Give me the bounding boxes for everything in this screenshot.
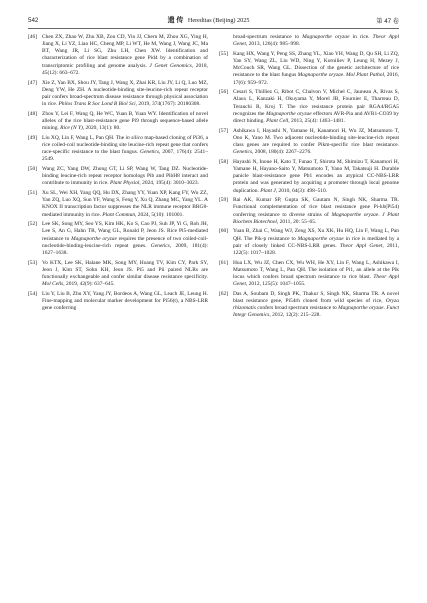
reference-text-segment: , 2018, 45(12): 663–672. <box>42 62 208 76</box>
reference-entry <box>28 166 208 187</box>
reference-text-segment: requires the presence of two coiled-coil-nucleotide-binding-leucine-rich repeat genes. <box>42 235 209 249</box>
reference-entry <box>28 260 208 289</box>
journal-title-english: Hereditas (Beijing) <box>187 17 236 24</box>
reference-italic-text: Magnaporthe oryzae <box>302 34 350 40</box>
reference-number: [55] <box>219 50 229 57</box>
reference-italic-text: Mol Plant Pathol <box>346 72 384 79</box>
reference-text <box>233 159 399 195</box>
reference-entry <box>28 135 208 164</box>
reference-italic-text: Plant Cell <box>266 117 289 124</box>
reference-text-segment: Kang HX, Wang Y, Peng SS, Zhang YL, Xiao YH, Wang D, Qu SH, Li ZQ, Yan SY, Wang ZL, Liu WD, Ning Y, Korniliev P, Leung H, Mezey J, McCouch SR, Wang GL. Dissection of the genetic architecture of rice resistance to the blast fungus <box>233 50 399 79</box>
reference-entry <box>28 291 208 312</box>
page-header <box>28 14 399 26</box>
reference-italic-text: Theor Appl Genet <box>233 274 399 288</box>
reference-text <box>42 111 208 132</box>
reference-text-segment: Xie Z, Yan BX, Shou JY, Tang J, Wang X, Zhai KR, Liu JY, Li Q, Luo MZ, Deng YW, He ZH. A nucleotide-binding site-leucine-rich repeat receptor pair confers broad-spectrum disease resistance through physical association in rice. <box>42 79 208 107</box>
reference-text-segment: Ashikawa I, Hayashi N, Yamane H, Kanamori H, Wu JZ, Matsumoto T, Ono K, Yano M. Two adjacent nucleotide-binding site-leucine-rich repeat class genes are required to confer Pikm-specific rice blast resistance. <box>233 127 399 148</box>
reference-text <box>233 291 399 320</box>
page-number: 542 <box>28 16 39 24</box>
reference-entry <box>219 260 399 289</box>
reference-text <box>233 197 399 226</box>
reference-text-segment: Hua LX, Wu JZ, Chen CX, Wu WH, He XY, Lin F, Wang L, Ashikawa I, Matsumoto T, Wang L, Pan QH. The isolation of Pi1, an allele at the Pik locus which confers broad spectrum resistance to rice blast. <box>233 259 399 280</box>
reference-text-segment: . <box>343 72 347 79</box>
reference-italic-text: Genetics <box>150 242 170 249</box>
reference-number: [59] <box>219 197 229 204</box>
reference-italic-text: h <box>382 204 386 211</box>
reference-text-segment: , 2010, 64(3): 498–510. <box>275 187 328 194</box>
reference-text <box>233 260 399 289</box>
reference-number: [48] <box>28 110 38 117</box>
reference-text-segment: Liu XQ, Lin F, Wang L, Pan QH. The <box>42 134 126 141</box>
reference-entry <box>219 228 399 257</box>
reference-entry <box>219 197 399 226</box>
reference-number: [50] <box>28 166 38 173</box>
reference-text-segment: , 2007, 176(4): 2541–2549. <box>42 149 208 163</box>
reference-entry <box>219 159 399 195</box>
reference-text-segment: , 2019, 374(1767): 20180308. <box>135 101 201 107</box>
reference-text-segment: Rai AK, Kumar SP, Gupta SK, Gautam N, Singh NK, Sharma TR. Functional complementation of rice blast resistance gene Pi-k <box>233 197 399 211</box>
header-divider <box>28 28 399 29</box>
reference-text-segment: in rice. <box>349 34 373 40</box>
reference-number: [61] <box>219 259 229 266</box>
reference-italic-text: Rice (N Y) <box>60 125 83 132</box>
reference-entry <box>219 34 399 48</box>
reference-italic-text: J Genet Genomics <box>149 62 192 69</box>
reference-text-segment: , 2012, 125(5): 1047–1055. <box>245 281 306 288</box>
reference-number: [53] <box>28 259 38 266</box>
reference-text-segment: effectors AVR-Pia and AVR1-CO39 by direct binding. <box>233 110 399 124</box>
reference-text-segment: , 2019, 42(9): 637–645. <box>63 281 115 288</box>
reference-italic-text: Plant Physiol <box>109 180 140 187</box>
reference-text-segment: Liu Y, Liu B, Zhu XY, Yang JY, Bordeos A, Wang GL, Leach JE, Leung H. Fine-mapping and molecular marker development for Pi56(t), a NBS-LRR gene conferring <box>42 290 208 312</box>
reference-text-segment: , 2013, 126(4): 985–998. <box>245 41 301 48</box>
reference-text-segment: Zhou Y, Lei F, Wang Q, He WC, Yuan B, Yuan WY. Identification of novel alleles of the rice blast-resistance gene Pi9 through sequence-based allele mining. <box>42 110 208 132</box>
journal-title <box>58 15 359 25</box>
reference-number: [51] <box>28 190 38 197</box>
reference-text-segment: in rice is mediated by a pair of closely linked CC-NBS-LRR genes. <box>233 235 399 249</box>
reference-text-segment: , 2020, 13(1): 80. <box>82 125 121 132</box>
reference-italic-text: Theor Appl Genet <box>233 34 399 48</box>
reference-number: [49] <box>28 134 38 141</box>
reference-text-segment: Cesari S, Thilliez G, Ribot C, Chalvon V, Michel C, Jauneau A, Rivas S, Alaux L, Kanzaki H, Okuyama Y, Morel JB, Fournier E, Tharreau D, Terauchi R, Kroj T. The rice resistance protein pair RGA4/RGA5 recognizes the <box>233 89 399 117</box>
reference-text-segment: , 2011, 122(5): 1017–1028. <box>233 242 399 256</box>
reference-number: [46] <box>28 34 38 40</box>
reference-number: [62] <box>219 290 229 297</box>
reference-number: [58] <box>219 158 229 165</box>
reference-text-segment: Xu SL, Wei XH, Yang QQ, Hu DX, Zhang YY, Yuan XP, Kang FY, Wu ZZ, Yan ZQ, Luo XQ, Sun YF, Wang S, Feng Y, Xu Q, Zhang MC, Yang YL. A KNOX II transcription factor suppresses the NLR immune receptor BRG8-mediated immunity in rice. <box>42 190 208 218</box>
reference-entry <box>219 51 399 87</box>
reference-text-segment: , 2024, 5(10): 101001. <box>135 211 184 218</box>
reference-entry <box>28 34 208 77</box>
reference-text <box>233 51 399 87</box>
reference-number: [47] <box>28 79 38 86</box>
reference-italic-text: Philos Trans R Soc Lond B Biol Sci <box>58 101 136 107</box>
reference-italic-text: J Plant Biochem Biotechnol <box>233 211 399 225</box>
reference-text-segment: Wang ZC, Yang DW, Zhong GT, Li SP, Wang W, Tang DZ. Nucleotide-binding leucine-rich repeat receptor homologs Pib and PibH8 interact and contribute to immunity in rice. <box>42 166 208 187</box>
reference-text <box>42 291 208 312</box>
reference-text <box>42 34 208 77</box>
reference-text-segment: Lee SK, Song MY, Seo YS, Kim HK, Ko S, Cao PJ, Suh JP, Yi G, Roh JH, Lee S, An G, Hahn TR, Wang GL, Ronald P, Jeon JS. Rice Pi5-mediated resistance to <box>42 221 208 242</box>
reference-text-segment: Yuan B, Zhai C, Wang WJ, Zeng XS, Xu XK, Hu HQ, Lin F, Wang L, Pan QH. The Pik-p resistance to <box>233 228 399 242</box>
reference-text-segment: broad-spectrum resistance to <box>233 34 303 40</box>
references-body <box>28 34 399 589</box>
reference-italic-text: Magnaporthe oryzae <box>297 235 344 242</box>
reference-italic-text: Magnaporthe oryzae <box>338 305 384 312</box>
reference-italic-text: Theor Appl Genet <box>339 242 383 249</box>
journal-title-chinese: 遗 传 <box>167 16 184 24</box>
reference-italic-text: Magnaporthe oryzae <box>331 211 379 218</box>
reference-text-segment: , 2011, 20: 55–65. <box>276 218 317 225</box>
reference-text <box>233 89 399 125</box>
reference-text-segment: , 2012, 12(2): 215–228. <box>269 312 321 319</box>
reference-entry <box>28 80 208 109</box>
reference-text-segment: Chen ZX, Zhao W, Zhu XB, Zou CD, Yin JJ, Chern M, Zhou XG, Ying H, Jiang X, Li YZ, Liao HC, Cheng MP, Li WT, He M, Wang J, Wang JC, Ma BT, Wang JR, Li SG, Zhu LH, Chen XW. Identification and characterization of rice blast resistance gene Pid4 by a combination of transcriptomic profiling and genome analysis. <box>42 34 208 69</box>
reference-text <box>42 166 208 187</box>
reference-text-segment: , 2024, 195(4): 3010–3023. <box>139 180 199 187</box>
journal-volume: 第 47 卷 <box>376 17 399 25</box>
reference-text-segment: , 2013, 25(4): 1463–1481. <box>288 117 346 124</box>
reference-text-segment: Vo KTX, Lee SK, Halane MK, Song MY, Hoang TV, Kim CY, Park SY, Jeon J, Kim ST, Sohn KH, Jeon JS. Pi5 and Pii paired NLRs are functionally exchangeable and confer similar disease resistance specificity. <box>42 259 208 280</box>
reference-italic-text: Funct Integr Genomics <box>233 305 399 319</box>
reference-entry <box>219 128 399 157</box>
reference-text <box>233 228 399 257</box>
reference-column-right <box>219 34 399 589</box>
reference-entry <box>219 89 399 125</box>
reference-number <box>219 34 233 48</box>
reference-text <box>233 34 399 48</box>
reference-number: [57] <box>219 127 229 134</box>
reference-italic-text: Plant J <box>260 187 276 194</box>
reference-italic-text: Mol Cells <box>42 281 64 288</box>
reference-italic-text: Magnaporthe oryzae <box>266 110 312 117</box>
reference-text <box>42 260 208 289</box>
journal-year: 2025 <box>237 17 250 24</box>
reference-number: [56] <box>219 89 229 96</box>
reference-text-segment: , 2009, 181(4): 1627–1638. <box>42 242 208 256</box>
reference-italic-text: Genetics <box>233 149 253 156</box>
reference-text-segment: (Pi54) conferring resistance to diverse strains of <box>233 204 399 218</box>
reference-text <box>42 190 208 219</box>
reference-column-left <box>28 34 208 589</box>
reference-text-segment: , 2016, 17(6): 959–972. <box>233 72 400 86</box>
reference-italic-text: in silico <box>125 134 143 141</box>
reference-italic-text: Magnaporthe oryzae <box>71 235 117 242</box>
reference-text-segment: . <box>383 305 387 312</box>
reference-number: [52] <box>28 221 38 228</box>
reference-text-segment: Hayashi N, Inoue H, Kato T, Funao T, Shirota M, Shimizu T, Kanamori H, Yamane H, Hayano-Saito Y, Matsumoto T, Yano M, Takatsuji H. Durable panicle blast-resistance gene Pb1 encodes an atypical CC-NBS-LRR protein and was generated by acquiring a promoter through local genome duplication. <box>233 158 399 194</box>
reference-text <box>233 128 399 157</box>
reference-italic-text: Oryza rhizomatis <box>233 298 399 312</box>
reference-number: [54] <box>28 290 38 297</box>
reference-text-segment: , 2008, 180(4): 2267–2276. <box>252 149 312 156</box>
reference-text-segment: map-based cloning of Pi36, a rice coiled-coil nucleotide-binding site leucine-rich repeat gene that confers race-specific resistance to the blast fungus. <box>42 134 208 156</box>
reference-text-segment: . <box>378 211 383 218</box>
reference-entry <box>28 221 208 257</box>
reference-italic-text: Genetics <box>140 149 160 156</box>
reference-text-segment: Das A, Soubam D, Singh PK, Thakur S, Singh NK, Sharma TR. A novel blast resistance gene, Pi54rh cloned from wild species of rice, <box>233 290 399 305</box>
reference-entry <box>28 190 208 219</box>
reference-text <box>42 80 208 109</box>
reference-number: [60] <box>219 228 229 235</box>
reference-text <box>42 221 208 257</box>
reference-text <box>42 135 208 164</box>
reference-entry <box>219 291 399 320</box>
reference-text-segment: confers broad spectrum resistance to <box>255 305 339 312</box>
reference-italic-text: Magnaporthe oryzae <box>297 72 344 79</box>
reference-entry <box>28 111 208 132</box>
reference-italic-text: Plant Commun <box>102 211 136 218</box>
